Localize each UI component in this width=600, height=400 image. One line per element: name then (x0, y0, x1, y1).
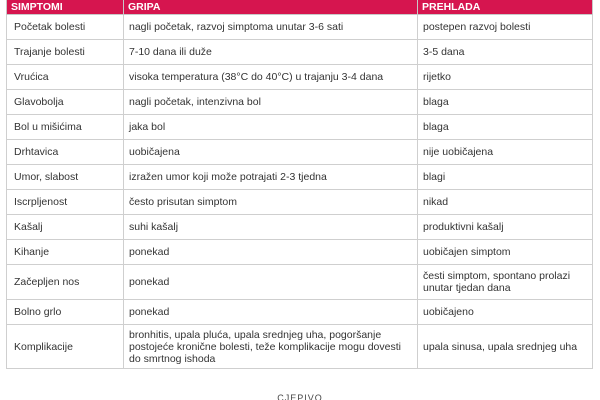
cold-cell: blaga (418, 115, 593, 140)
flu-cell: nagli početak, intenzivna bol (124, 90, 418, 115)
cut-off-caption: CJEPIVO (277, 393, 323, 400)
flu-cell: visoka temperatura (38°C do 40°C) u trajanju 3-4 dana (124, 65, 418, 90)
symptom-cell: Umor, slabost (7, 165, 124, 190)
table-row (7, 115, 593, 140)
cold-cell: nije uobičajena (418, 140, 593, 165)
table-header-row (7, 0, 593, 15)
cold-cell: rijetko (418, 65, 593, 90)
symptom-cell: Komplikacije (7, 325, 124, 369)
table-row (7, 140, 593, 165)
flu-cell: suhi kašalj (124, 215, 418, 240)
flu-cell: uobičajena (124, 140, 418, 165)
table-row (7, 240, 593, 265)
table-row (7, 190, 593, 215)
symptom-cell: Bolno grlo (7, 300, 124, 325)
table-row (7, 265, 593, 300)
symptom-cell: Bol u mišićima (7, 115, 124, 140)
table-row (7, 15, 593, 40)
cold-cell: upala sinusa, upala srednjeg uha (418, 325, 593, 369)
header-cold: PREHLADA (418, 0, 593, 15)
table-row (7, 215, 593, 240)
symptom-cell: Kihanje (7, 240, 124, 265)
header-flu: GRIPA (124, 0, 418, 15)
cold-cell: uobičajeno (418, 300, 593, 325)
flu-cell: nagli početak, razvoj simptoma unutar 3-6 sati (124, 15, 418, 40)
symptom-cell: Vrućica (7, 65, 124, 90)
cold-cell: česti simptom, spontano prolazi unutar tjedan dana (418, 265, 593, 300)
cold-cell: produktivni kašalj (418, 215, 593, 240)
cold-cell: blaga (418, 90, 593, 115)
flu-cell: 7-10 dana ili duže (124, 40, 418, 65)
flu-cell: jaka bol (124, 115, 418, 140)
table-row (7, 300, 593, 325)
flu-cell: često prisutan simptom (124, 190, 418, 215)
flu-cell: ponekad (124, 300, 418, 325)
table-row (7, 65, 593, 90)
table-row (7, 90, 593, 115)
flu-cell: izražen umor koji može potrajati 2-3 tjedna (124, 165, 418, 190)
flu-cell: ponekad (124, 240, 418, 265)
symptom-cell: Kašalj (7, 215, 124, 240)
table-row (7, 40, 593, 65)
symptom-cell: Začepljen nos (7, 265, 124, 300)
symptom-comparison-table (6, 0, 593, 369)
cold-cell: nikad (418, 190, 593, 215)
table-row (7, 165, 593, 190)
symptom-cell: Trajanje bolesti (7, 40, 124, 65)
table-row (7, 325, 593, 369)
cold-cell: uobičajen simptom (418, 240, 593, 265)
cold-cell: 3-5 dana (418, 40, 593, 65)
flu-cell: bronhitis, upala pluća, upala srednjeg uha, pogoršanje postojeće kronične bolesti, teže komplikacije mogu dovesti do smrtnog ishoda (124, 325, 418, 369)
symptom-cell: Početak bolesti (7, 15, 124, 40)
symptom-cell: Drhtavica (7, 140, 124, 165)
symptom-cell: Glavobolja (7, 90, 124, 115)
symptom-cell: Iscrpljenost (7, 190, 124, 215)
flu-cell: ponekad (124, 265, 418, 300)
cold-cell: postepen razvoj bolesti (418, 15, 593, 40)
cold-cell: blagi (418, 165, 593, 190)
header-symptoms: SIMPTOMI (7, 0, 124, 15)
